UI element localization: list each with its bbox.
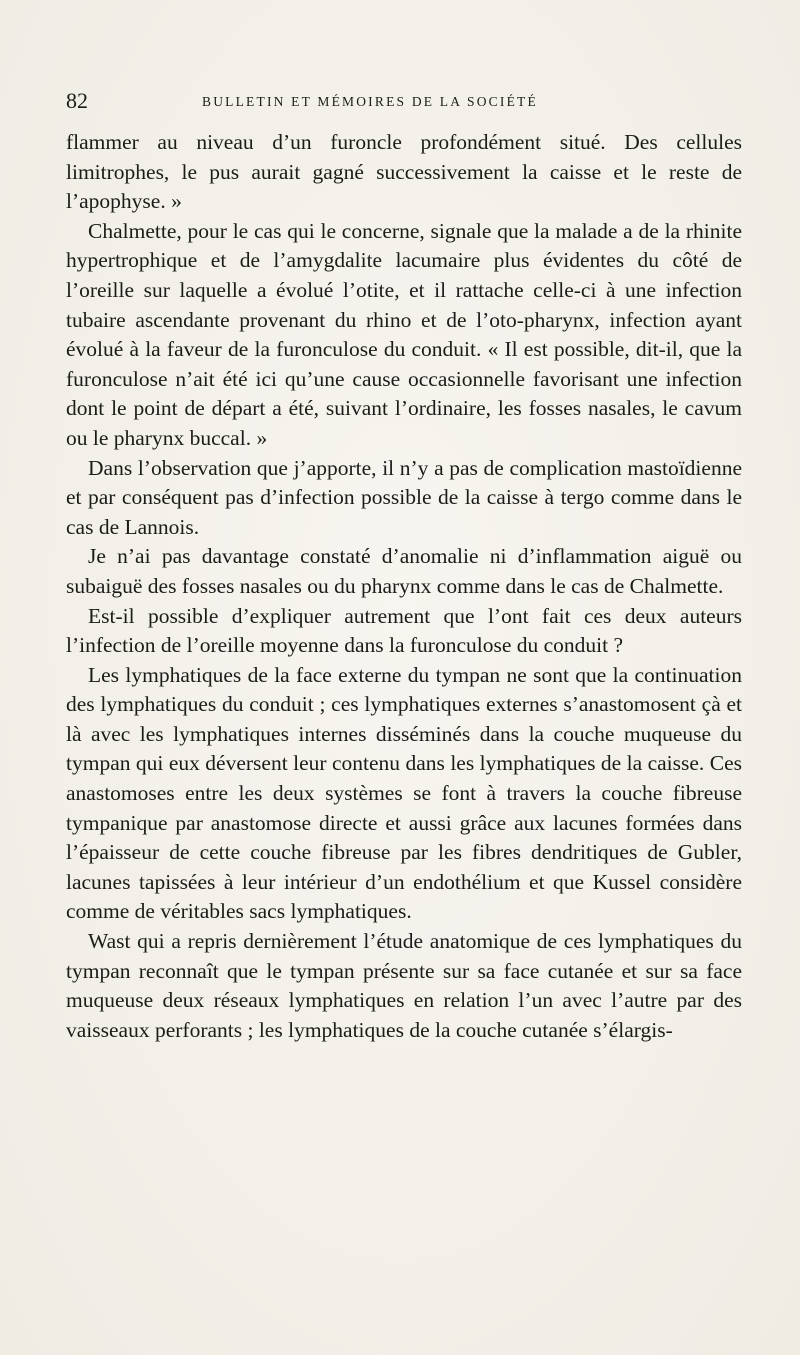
paragraph: Est-il possible d’expliquer autrement que l’ont fait ces deux auteurs l’infection de l’oreille moyenne dans la furonculose du conduit ? [66,603,742,658]
page-number: 82 [66,88,88,113]
paragraph: Je n’ai pas davantage constaté d’anomalie ni d’inflammation aiguë ou subaiguë des fosses nasales ou du pharynx comme dans le cas de Chalmette. [66,544,742,598]
paragraph: Wast qui a repris dernièrement l’étude anatomique de ces lymphatiques du tympan reconnaît que le tympan présente sur sa face cutanée et sur sa face muqueuse deux réseaux lymphatiques en relation l’un avec l’autre par des vaisseaux perforants ; les lymphatiques de la couche cutanée s’élargis- [66,929,742,1042]
page-header [66,88,742,118]
paragraph: Les lymphatiques de la face externe du tympan ne sont que la continuation des lymphatiques du conduit ; ces lymphatiques externes s’anastomosent çà et là avec les lymphatiques internes disséminés dans la couche muqueuse du tympan qui eux déversent leur contenu dans les lymphatiques de la caisse. Ces anastomoses entre les deux systèmes se font à travers la couche fibreuse tympanique par anastomose directe et aussi grâce aux lacunes formées dans l’épaisseur de cette couche fibreuse par les fibres dendritiques de Gubler, lacunes tapissées à leur intérieur d’un endothélium et que Kussel considère comme de véritables sacs lymphatiques. [66,662,742,924]
body-text [66,128,742,1045]
paragraph: Chalmette, pour le cas qui le concerne, signale que la malade a de la rhinite hypertrophique et de l’amygdalite lacumaire plus évidentes du côté de l’oreille sur laquelle a évolué l’otite, et il rattache celle-ci à une infection tubaire ascendante provenant du rhino et de l’oto-pharynx, infection ayant évolué à la faveur de la furonculose du conduit. « Il est possible, dit-il, que la furonculose n’ait été ici qu’une cause occasionnelle favorisant une infection dont le point de départ a été, suivant l’ordinaire, les fosses nasales, le cavum ou le pharynx buccal. » [66,218,742,450]
paragraph: flammer au niveau d’un furoncle profondément situé. Des cellules limitrophes, le pus aurait gagné successivement la caisse et le reste de l’apophyse. » [66,130,742,214]
paragraph: Dans l’observation que j’apporte, il n’y a pas de complication mastoïdienne et par conséquent pas d’infection possible de la caisse à tergo comme dans le cas de Lannois. [66,455,742,539]
running-head: BULLETIN ET MÉMOIRES DE LA SOCIÉTÉ [202,94,538,109]
